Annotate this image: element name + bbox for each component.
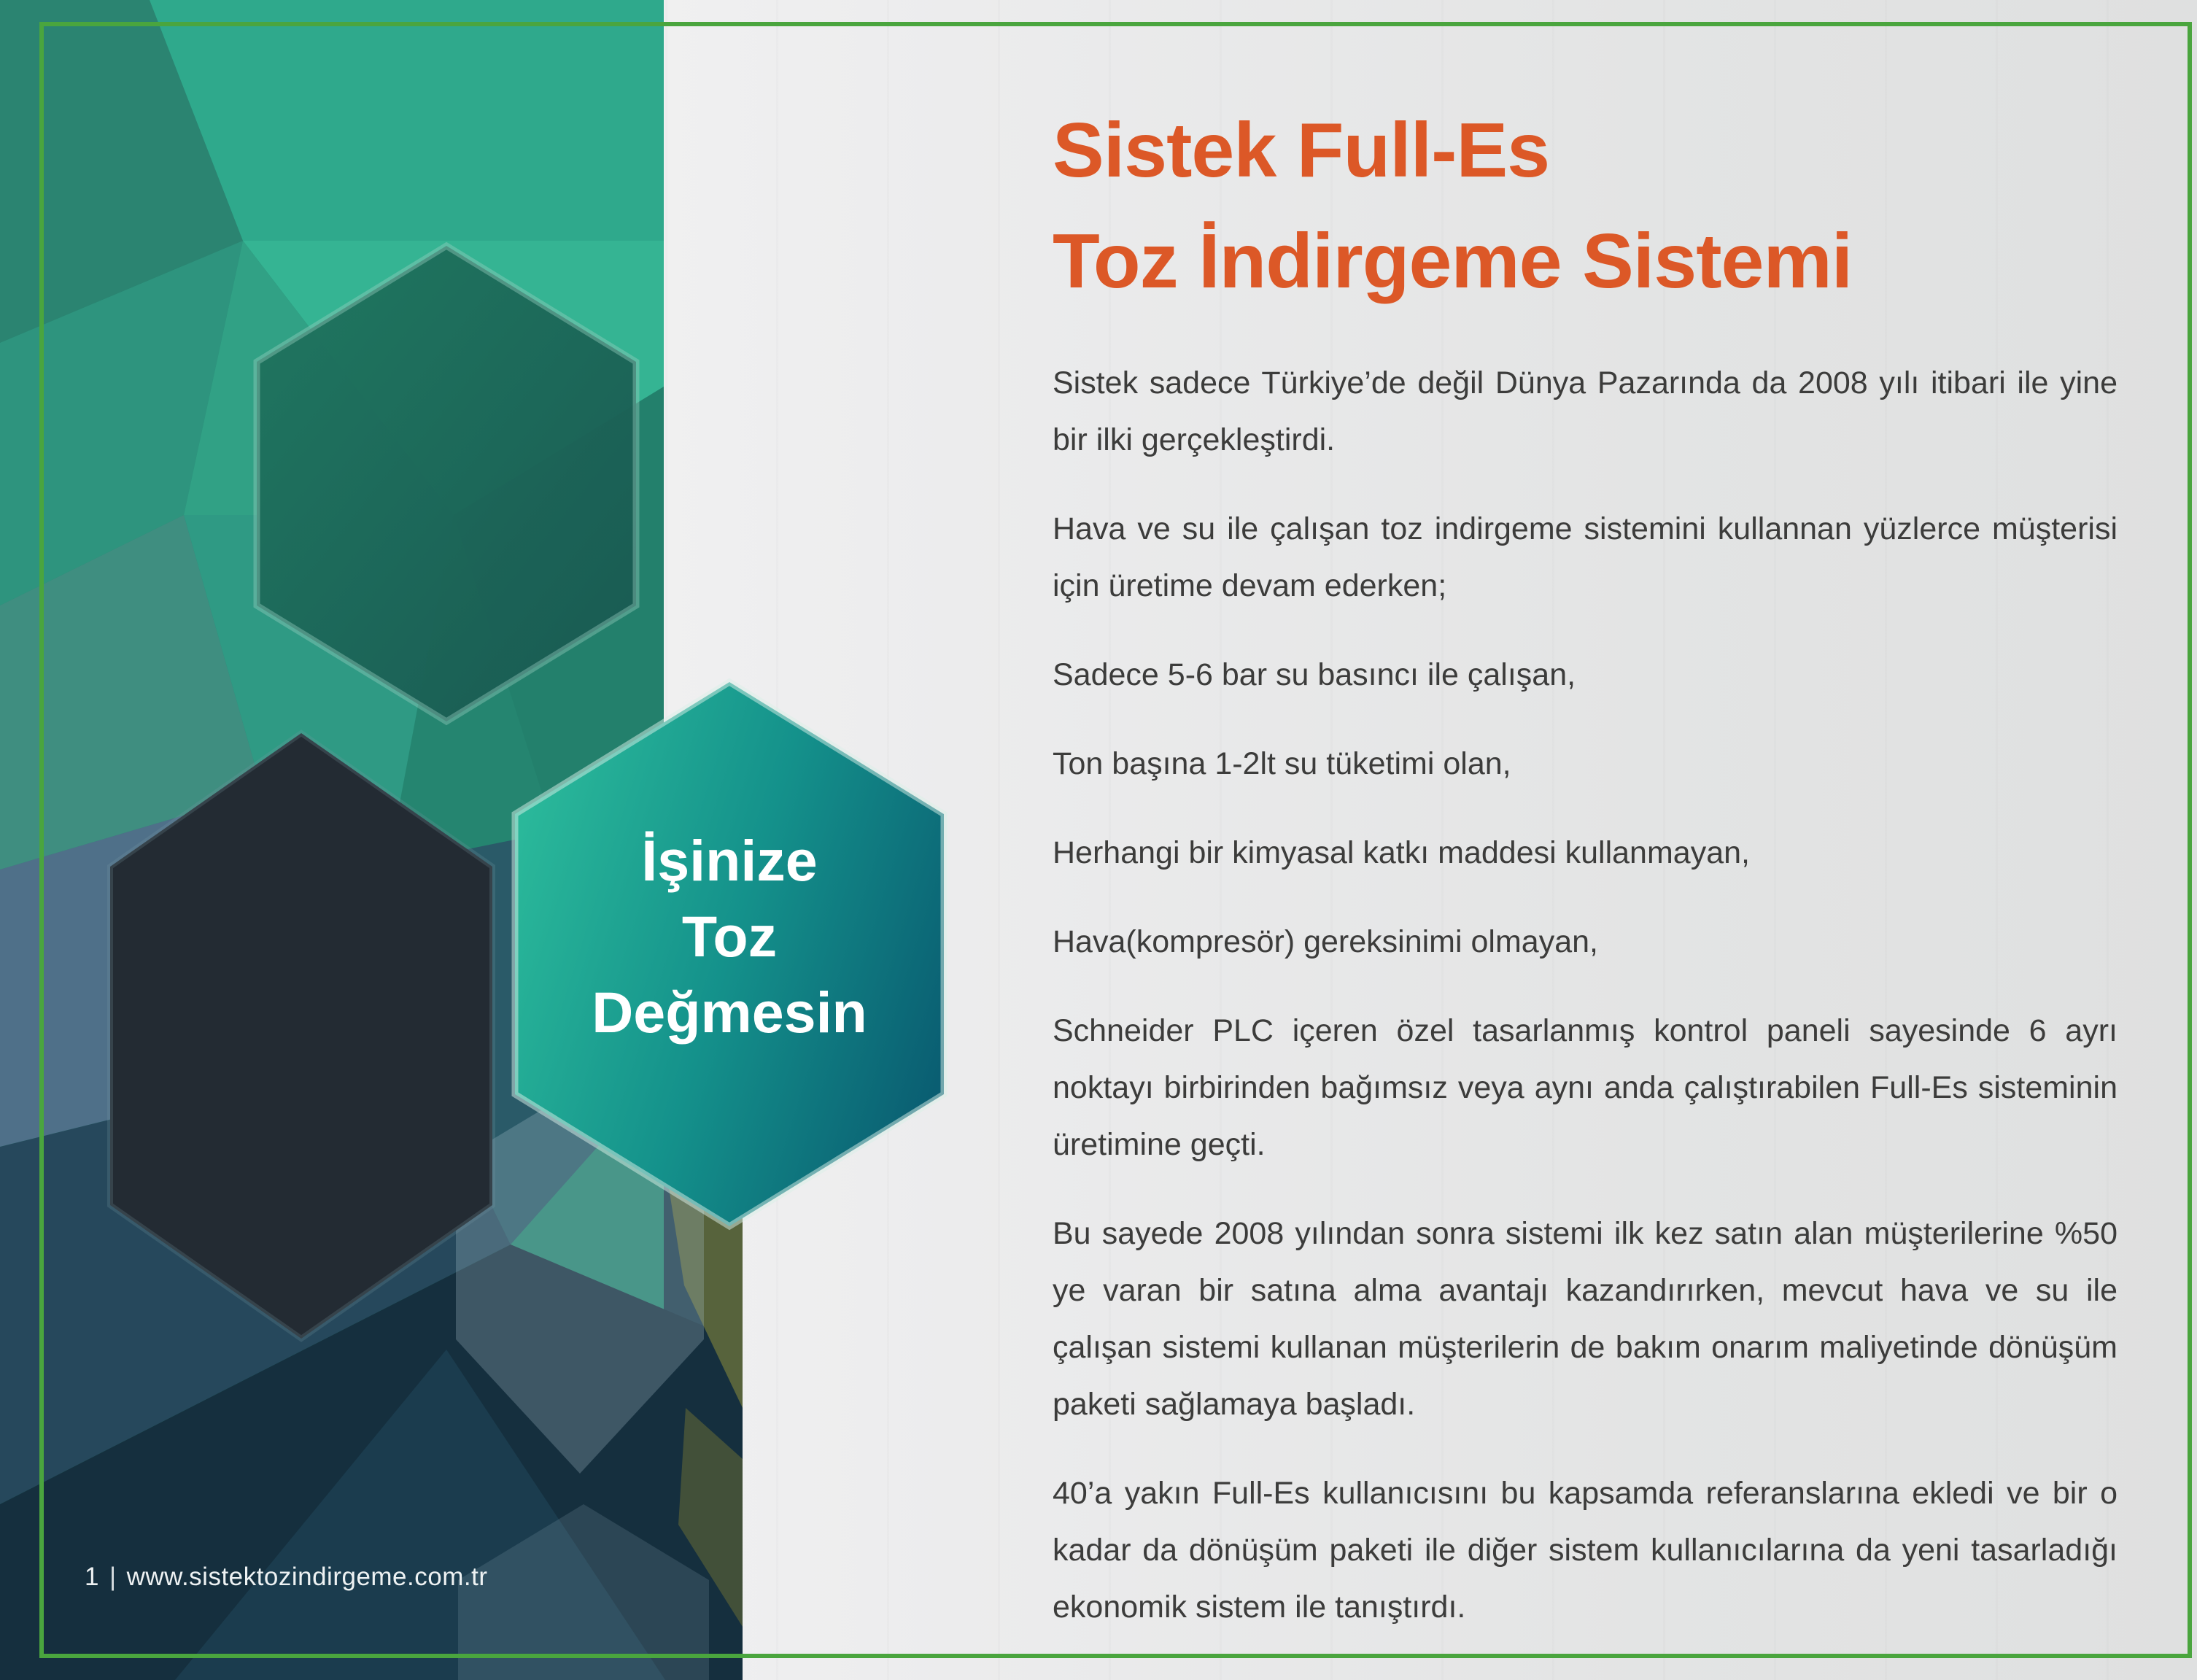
title-line-1: Sistek Full-Es xyxy=(1053,107,1550,193)
body-text xyxy=(1053,355,2117,1636)
main-content xyxy=(1053,95,2117,1636)
page-footer xyxy=(85,1563,487,1592)
body-paragraph: Herhangi bir kimyasal katkı maddesi kullanmayan, xyxy=(1053,835,1750,870)
body-paragraph: Ton başına 1-2lt su tüketimi olan, xyxy=(1053,746,1511,781)
slogan-line-2: Toz xyxy=(681,904,778,969)
title-line-2: Toz İndirgeme Sistemi xyxy=(1053,218,1853,304)
charcoal-hexagon xyxy=(110,733,492,1339)
body-paragraph: Hava ve su ile çalışan toz indirgeme sistemini kullannan yüzlerce müşterisi için üretime devam ederken; xyxy=(1053,511,2117,603)
body-paragraph: Hava(kompresör) gereksinimi olmayan, xyxy=(1053,924,1598,959)
body-paragraph: Schneider PLC içeren özel tasarlanmış kontrol paneli sayesinde 6 ayrı noktayı birbirinden bağımsız veya aynı anda çalıştırabilen Full-Es sisteminin üretimine geçti. xyxy=(1053,1013,2117,1162)
body-paragraph: Sadece 5-6 bar su basıncı ile çalışan, xyxy=(1053,657,1576,692)
hexagon-slogan xyxy=(515,823,944,1050)
page-number: 1 xyxy=(85,1563,99,1591)
body-paragraph: 40’a yakın Full-Es kullanıcısını bu kapsamda referanslarına ekledi ve bir o kadar da dönüşüm paketi ile diğer sistem kullanıcılarına da yeni tasarladığı ekonomik sistem ile tanıştırdı. xyxy=(1053,1476,2117,1625)
body-paragraph: Bu sayede 2008 yılından sonra sistemi ilk kez satın alan müşterilerine %50 ye varan bir satına alma avantajı kazandırırken, mevcut hava ve su ile çalışan sistemi kullanan müşterilerin de bakım onarım maliyetinde dönüşüm paketi sağlamaya başladı. xyxy=(1053,1216,2117,1422)
website-url: www.sistektozindirgeme.com.tr xyxy=(126,1563,488,1591)
page-title xyxy=(1053,95,2117,317)
slogan-line-1: İşinize xyxy=(641,828,818,893)
body-paragraph: Sistek sadece Türkiye’de değil Dünya Pazarında da 2008 yılı itibari ile yine bir ilki gerçekleştirdi. xyxy=(1053,365,2117,457)
footer-separator: | xyxy=(109,1563,117,1591)
slogan-line-3: Değmesin xyxy=(592,980,867,1045)
